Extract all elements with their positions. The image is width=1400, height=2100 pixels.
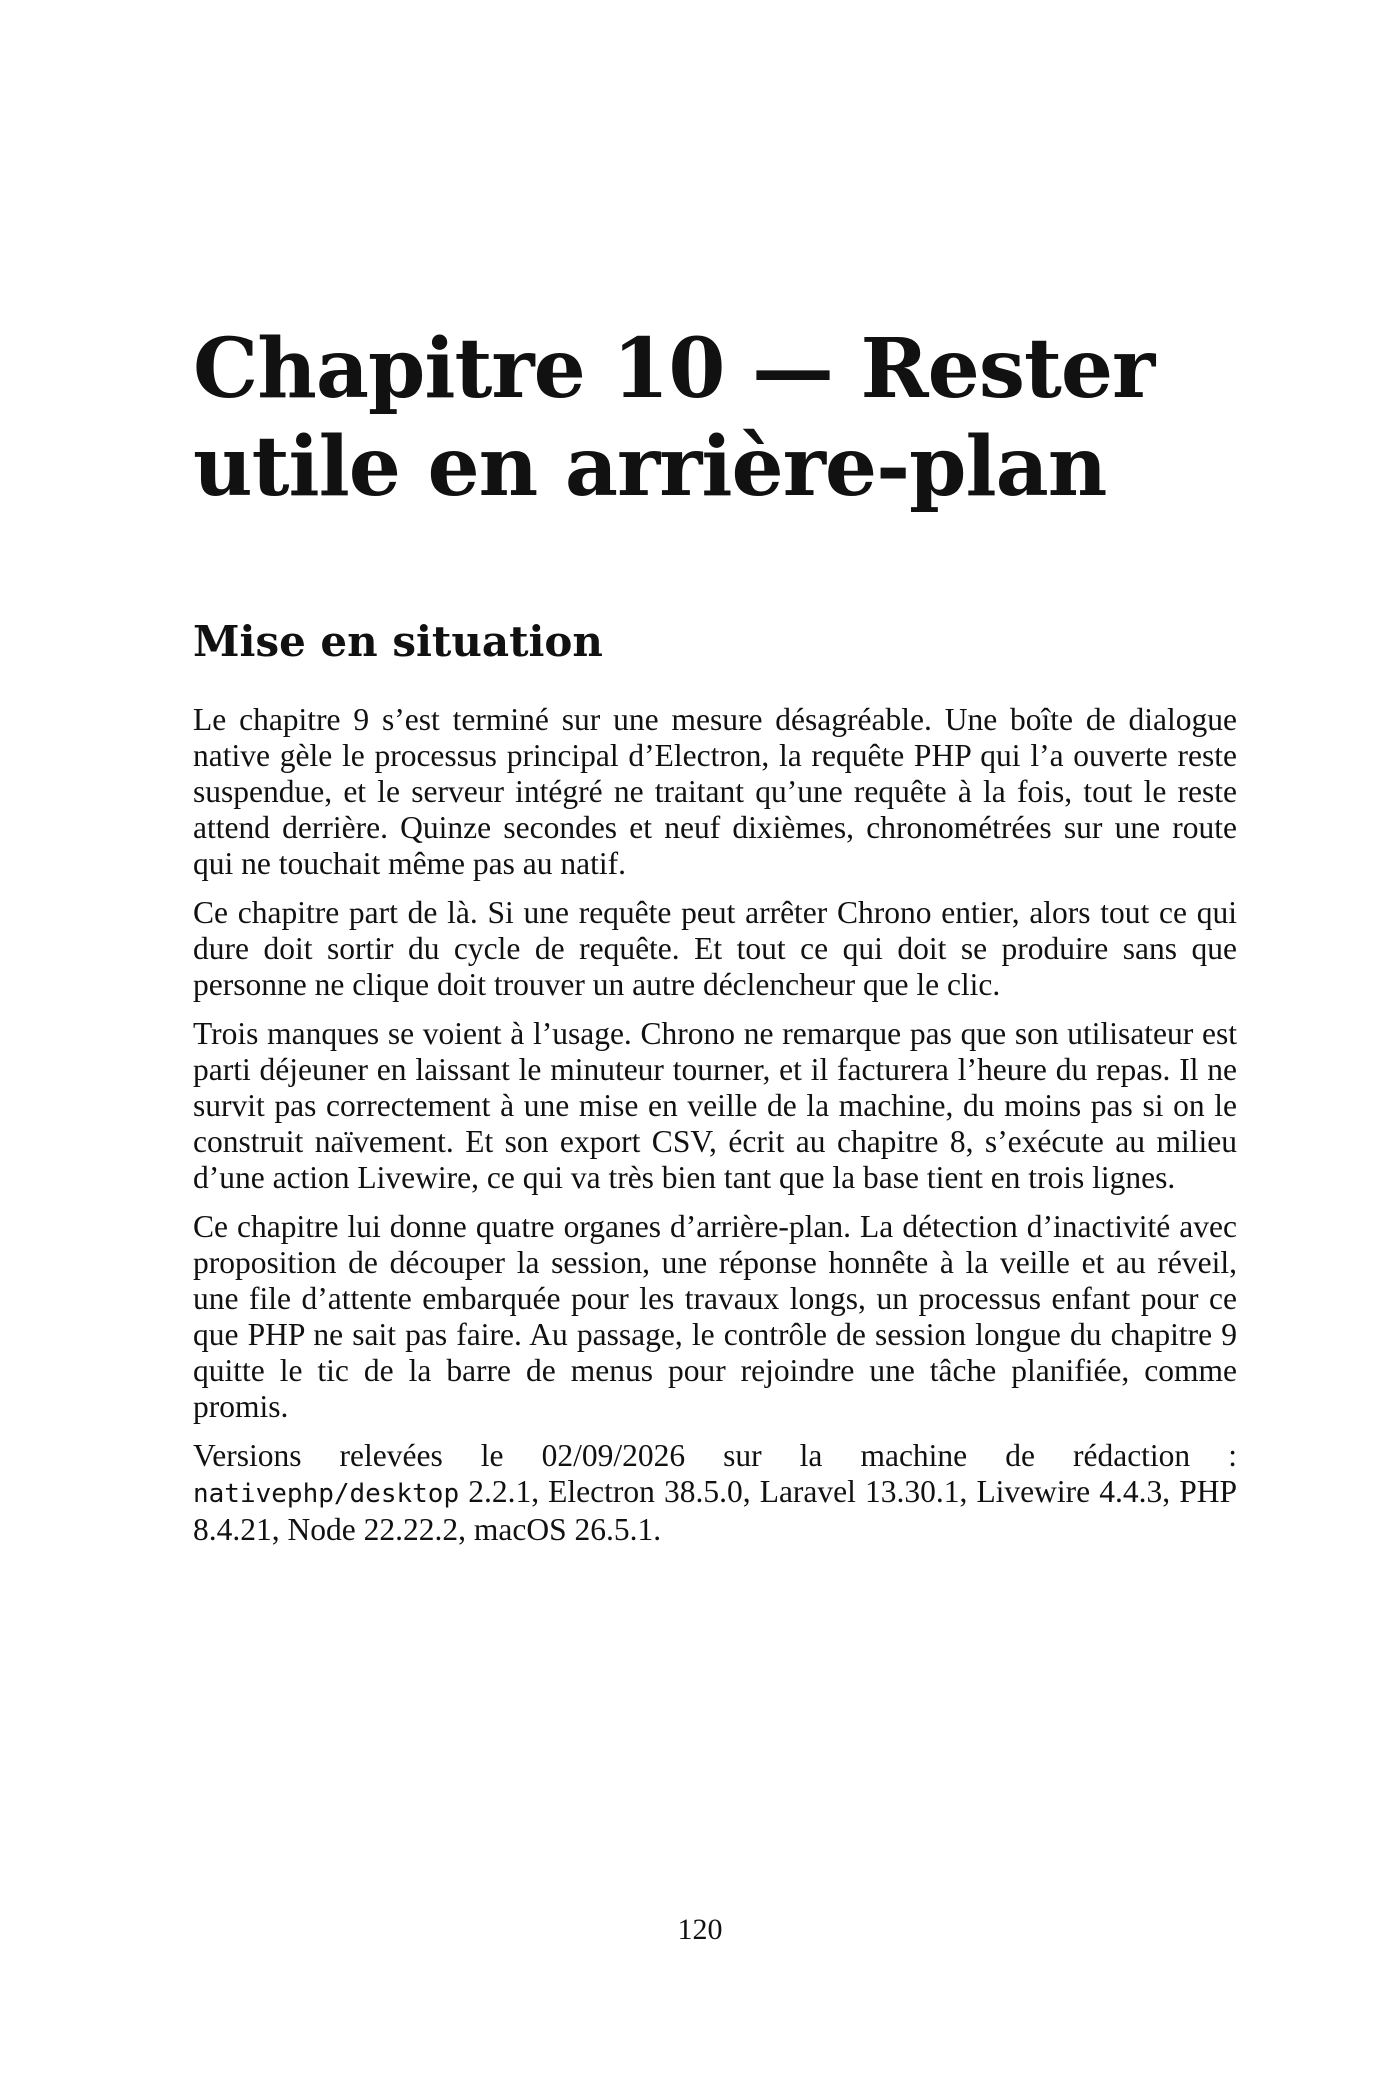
page-content [193,320,1237,1561]
paragraph-4: Ce chapitre lui donne quatre organes d’arrière-plan. La détection d’inactivité avec proposition de découper la session, une réponse honnête à la veille et au réveil, une file d’attente embarquée pour les travaux longs, un processus enfant pour ce que PHP ne sait pas faire. Au passage, le contrôle de session longue du chapitre 9 quitte le tic de la barre de menus pour rejoindre une tâche planifiée, comme promis. [193,1209,1237,1424]
versions-list: 2.2.1, Electron 38.5.0, Laravel 13.30.1, Livewire 4.4.3, PHP 8.4.21, Node 22.22.2, macOS 26.5.1. [193,1474,1237,1547]
paragraph-3: Trois manques se voient à l’usage. Chrono ne remarque pas que son utilisateur est parti déjeuner en laissant le minuteur tourner, et il facturera l’heure du repas. Il ne survit pas correctement à une mise en veille de la machine, du moins pas si on le construit naïvement. Et son export CSV, écrit au chapitre 8, s’exécute au milieu d’une action Livewire, ce qui va très bien tant que la base tient en trois lignes. [193,1016,1237,1195]
body-text [193,702,1237,1548]
versions-paragraph [193,1438,1237,1548]
package-name: nativephp/desktop [193,1479,460,1509]
paragraph-1: Le chapitre 9 s’est terminé sur une mesure désagréable. Une boîte de dialogue native gèle le processus principal d’Electron, la requête PHP qui l’a ouverte reste suspendue, et le serveur intégré ne traitant qu’une requête à la fois, tout le reste attend derrière. Quinze secondes et neuf dixièmes, chronométrées sur une route qui ne touchait même pas au natif. [193,702,1237,881]
paragraph-2: Ce chapitre part de là. Si une requête peut arrêter Chrono entier, alors tout ce qui dure doit sortir du cycle de requête. Et tout ce qui doit se produire sans que personne ne clique doit trouver un autre déclencheur que le clic. [193,895,1237,1002]
section-heading: Mise en situation [193,617,603,666]
chapter-title: Chapitre 10 — Rester utile en arrière-plan [193,321,1155,515]
page-number: 120 [677,1913,723,1946]
versions-intro: Versions relevées le 02/09/2026 sur la machine de rédaction : [193,1438,1237,1473]
